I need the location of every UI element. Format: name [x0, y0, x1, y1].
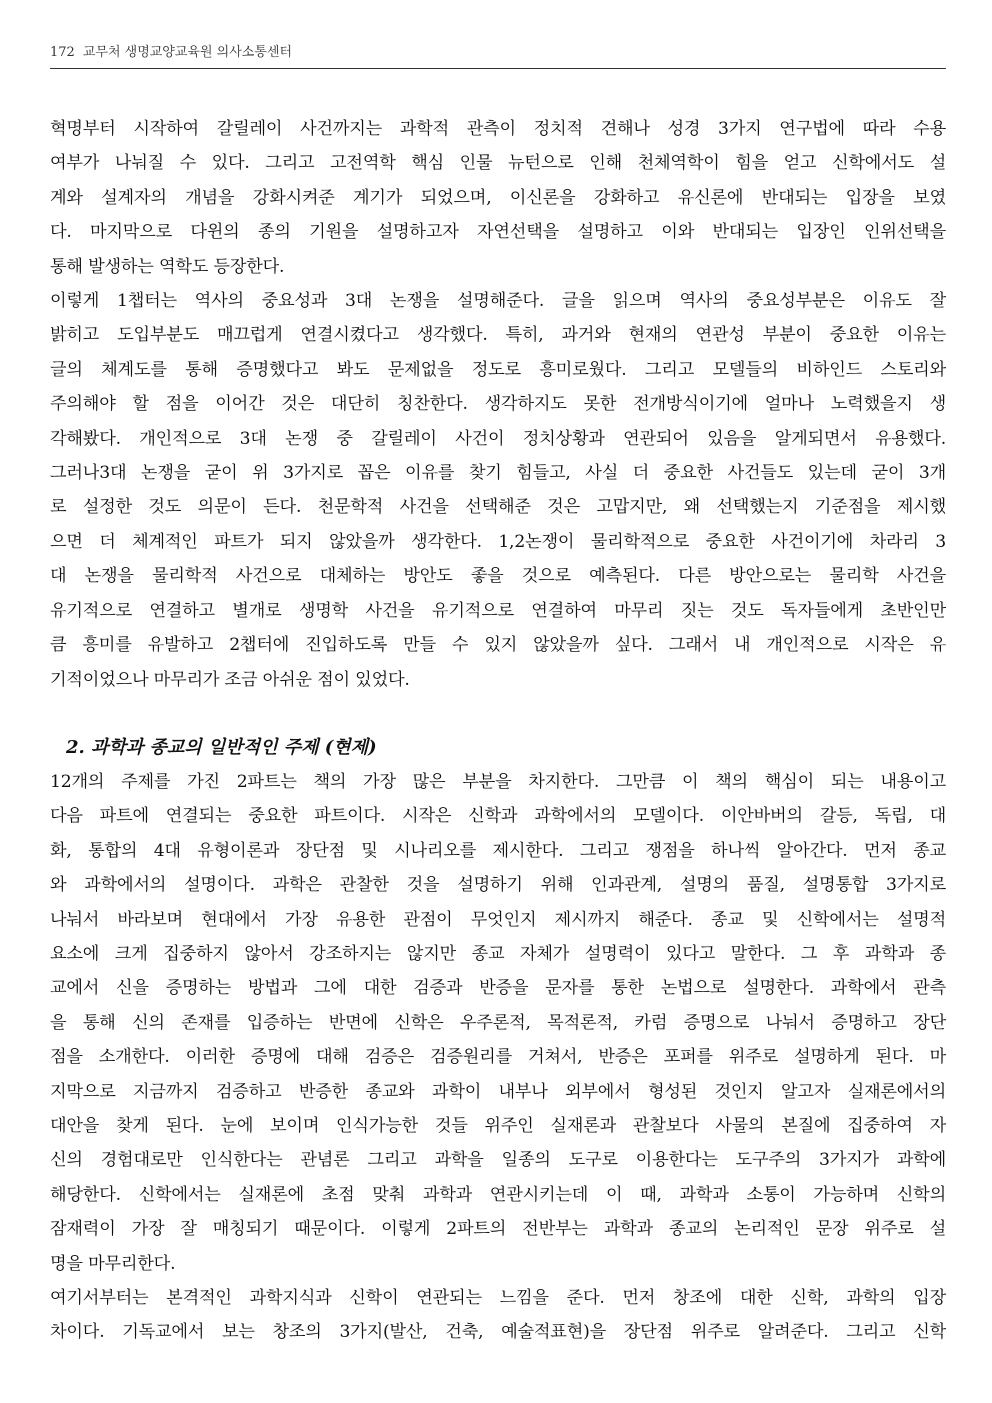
text-line: 다. 마지막으로 다윈의 종의 기원을 설명하고자 자연선택을 설명하고 이와 반대되는 입장인 인위선택을	[50, 222, 946, 243]
running-header	[50, 44, 946, 69]
page-number: 172	[50, 45, 75, 60]
text-line: 나눠서 바라보며 현대에서 가장 유용한 관점이 무엇인지 제시까지 해준다. 종교 및 신학에서는 설명적	[50, 909, 946, 930]
text-line: 기적이었으나 마무리가 조금 아쉬운 점이 있었다.	[50, 669, 410, 690]
text-line: 다음 파트에 연결되는 중요한 파트이다. 시작은 신학과 과학에서의 모델이다. 이안바버의 갈등, 독립, 대	[50, 806, 946, 827]
text-line: 12개의 주제를 가진 2파트는 책의 가장 많은 부분을 차지한다. 그만큼 이 책의 핵심이 되는 내용이고	[50, 771, 946, 792]
text-line: 여부가 나눠질 수 있다. 그리고 고전역학 핵심 인물 뉴턴으로 인해 천체역학이 힘을 얻고 신학에서도 설	[50, 153, 946, 174]
text-line: 교에서 신을 증명하는 방법과 그에 대한 검증과 반증을 문자를 통한 논법으로 설명한다. 과학에서 관측	[50, 978, 946, 999]
text-line: 이렇게 1챕터는 역사의 중요성과 3대 논쟁을 설명해준다. 글을 읽으며 역사의 중요성부분은 이유도 잘	[50, 291, 946, 312]
text-line: 글의 체계도를 통해 증명했다고 봐도 문제없을 정도로 흥미로웠다. 그리고 모델들의 비하인드 스토리와	[50, 359, 946, 380]
text-line: 밝히고 도입부분도 매끄럽게 연결시켰다고 생각했다. 특히, 과거와 현재의 연관성 부분이 중요한 이유는	[50, 325, 946, 346]
header-title: 교무처 생명교양교육원 의사소통센터	[82, 45, 293, 60]
text-line: 신의 경험대로만 인식한다는 관념론 그리고 과학을 일종의 도구로 이용한다는 도구주의 3가지가 과학에	[50, 1150, 946, 1171]
text-line: 계와 설계자의 개념을 강화시켜준 계기가 되었으며, 이신론을 강화하고 유신론에 반대되는 입장을 보였	[50, 187, 946, 208]
text-line: 지막으로 지금까지 검증하고 반증한 종교와 과학이 내부나 외부에서 형성된 것인지 알고자 실재론에서의	[50, 1081, 946, 1102]
text-line: 혁명부터 시작하여 갈릴레이 사건까지는 과학적 관측이 정치적 견해나 성경 3가지 연구법에 따라 수용	[50, 119, 946, 139]
paragraph-chapter1-review	[50, 284, 946, 697]
text-line: 유기적으로 연결하고 별개로 생명학 사건을 유기적으로 연결하여 마무리 짓는 것도 독자들에게 초반인만	[50, 600, 946, 621]
text-line: 큼 흥미를 유발하고 2챕터에 진입하도록 만들 수 있지 않았을까 싶다. 그래서 내 개인적으로 시작은 유	[50, 635, 946, 656]
text-line: 을 통해 신의 존재를 입증하는 반면에 신학은 우주론적, 목적론적, 카럼 증명으로 나눠서 증명하고 장단	[50, 1012, 946, 1033]
section-heading: 2. 과학과 종교의 일반적인 주제 (현제)	[66, 736, 377, 758]
text-line: 여기서부터는 본격적인 과학지식과 신학이 연관되는 느낌을 준다. 먼저 창조에 대한 신학, 과학의 입장	[50, 1288, 946, 1308]
paragraph-intro-continuation	[50, 112, 946, 284]
text-line: 로 설정한 것도 의문이 든다. 천문학적 사건을 선택해준 것은 고맙지만, 왜 선택했는지 기준점을 제시했	[50, 497, 946, 518]
text-line: 대안을 찾게 된다. 눈에 보이며 인식가능한 것들 위주인 실재론과 관찰보다 사물의 본질에 집중하여 자	[50, 1115, 946, 1136]
text-line: 으면 더 체계적인 파트가 되지 않았을까 생각한다. 1,2논쟁이 물리학적으로 중요한 사건이기에 차라리 3	[50, 531, 946, 552]
text-line: 주의해야 할 점을 이어간 것은 대단히 칭찬한다. 생각하지도 못한 전개방식이기에 얼마나 노력했을지 생	[50, 394, 946, 415]
text-line: 요소에 크게 집중하지 않아서 강조하지는 않지만 종교 자체가 설명력이 있다고 말한다. 그 후 과학과 종	[50, 943, 946, 964]
text-line: 잠재력이 가장 잘 매칭되기 때문이다. 이렇게 2파트의 전반부는 과학과 종교의 논리적인 문장 위주로 설	[50, 1219, 946, 1240]
text-line: 각해봤다. 개인적으로 3대 논쟁 중 갈릴레이 사건이 정치상황과 연관되어 있음을 알게되면서 유용했다.	[50, 428, 946, 449]
section-spacer	[50, 697, 946, 731]
text-line: 통해 발생하는 역학도 등장한다.	[50, 256, 285, 277]
text-line: 대 논쟁을 물리학적 사건으로 대체하는 방안도 좋을 것으로 예측된다. 다른 방안으로는 물리학 사건을	[50, 566, 946, 587]
text-line: 와 과학에서의 설명이다. 과학은 관찰한 것을 설명하기 위해 인과관계, 설명의 품질, 설명통합 3가지로	[50, 875, 946, 896]
body-content	[50, 112, 946, 1350]
text-line: 명을 마무리한다.	[50, 1253, 176, 1274]
text-line: 화, 통합의 4대 유형이론과 장단점 및 시나리오를 제시한다. 그리고 쟁점을 하나씩 알아간다. 먼저 종교	[50, 840, 946, 861]
text-line: 차이다. 기독교에서 보는 창조의 3가지(발산, 건축, 예술적표현)을 장단점 위주로 알려준다. 그리고 신학	[50, 1322, 946, 1343]
paragraph-creation	[50, 1281, 946, 1350]
text-line: 점을 소개한다. 이러한 증명에 대해 검증은 검증원리를 거쳐서, 반증은 포퍼를 위주로 설명하게 된다. 마	[50, 1047, 946, 1068]
text-line: 그러나3대 논쟁을 굳이 위 3가지로 꼽은 이유를 찾기 힘들고, 사실 더 중요한 사건들도 있는데 굳이 3개	[50, 463, 946, 484]
text-line: 해당한다. 신학에서는 실재론에 초점 맞춰 과학과 연관시키는데 이 때, 과학과 소통이 가능하며 신학의	[50, 1184, 946, 1205]
paragraph-part2-summary	[50, 765, 946, 1281]
